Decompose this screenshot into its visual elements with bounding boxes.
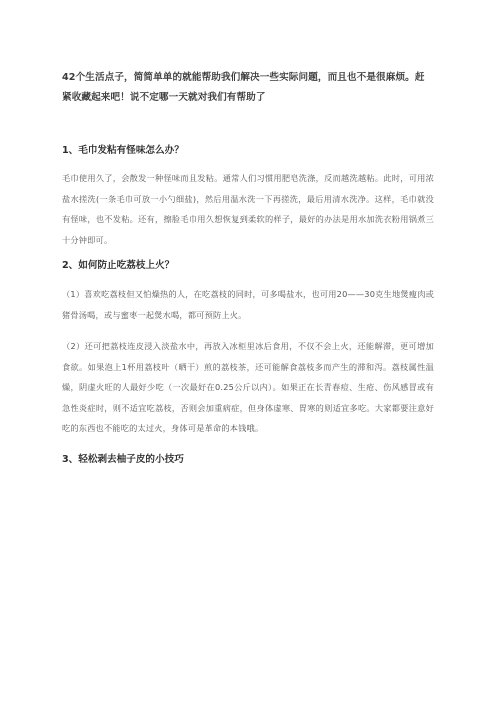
section-paragraph-lychee-2: （2）还可把荔枝连皮浸入淡盐水中，再放入冰柜里冰后食用，不仅不会上火，还能解滞，更可增加食欲。如果泡上1杯用荔枝叶（晒干）煎的荔枝茶，还可能解食荔枝多而产生的滞和泻。荔枝属性温燥，阴虚火旺的人最好少吃（一次最好在0.25公斤以内）。如果正在长青春痘、生疮、伤风感冒或有急性炎症时，则不适宜吃荔枝，否则会加重病症，但身体虚寒、胃寒的则适宜多吃。大家都要注意好吃的东西也不能吃的太过火，身体可是革命的本钱哦。 [62, 341, 434, 433]
section-paragraph-lychee-1: （1）喜欢吃荔枝但又怕燥热的人，在吃荔枝的同时，可多喝盐水，也可用20——30克生地煲瘦肉或猪骨汤喝，或与蜜枣一起煲水喝，都可预防上火。 [62, 289, 434, 320]
section-heading-pomelo: 3、轻松剥去柚子皮的小技巧 [62, 453, 184, 465]
document-page [62, 68, 434, 467]
section-heading-towel: 1、毛巾发粘有怪味怎么办？ [62, 145, 184, 156]
intro-paragraph: 42个生活点子，简简单单的就能帮助我们解决一些实际问题，而且也不是很麻烦。赶紧收藏起来吧！说不定哪一天就对我们有帮助了 [62, 72, 425, 103]
section-paragraph-towel: 毛巾使用久了，会散发一种怪味而且发粘。通常人们习惯用肥皂洗涤，反而越洗越粘。此时，可用浓盐水搓洗(一条毛巾可放一小勺细盐)，然后用温水洗一下再搓洗，最后用清水洗净。这样，毛巾就没有怪味，也不发粘。还有，擦脸毛巾用久想恢复到柔软的样子，最好的办法是用水加洗衣粉用锅煮三十分钟即可。 [62, 173, 434, 245]
section-heading-lychee: 2、如何防止吃荔枝上火？ [62, 260, 175, 271]
